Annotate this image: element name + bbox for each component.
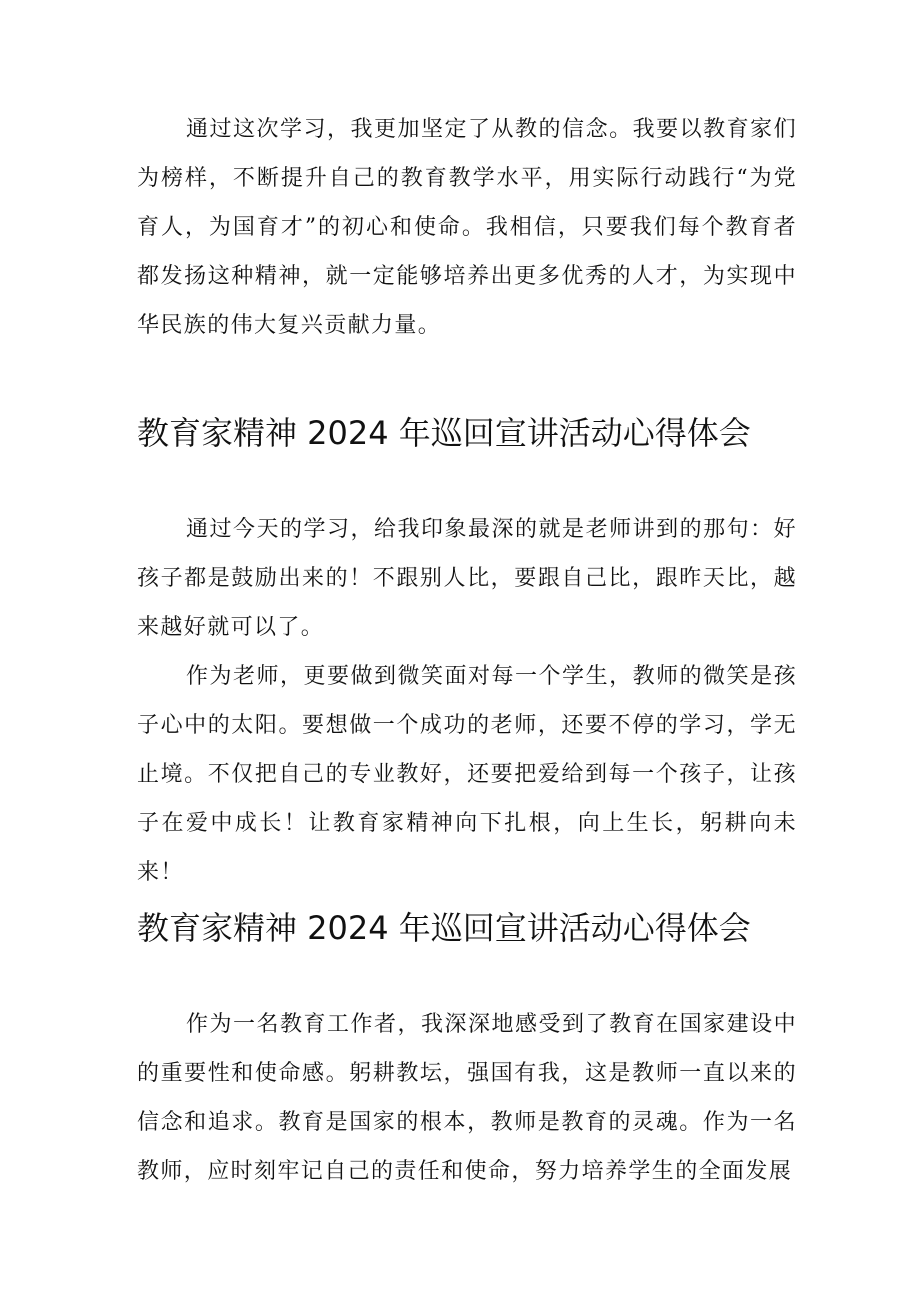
body-paragraph: 作为老师，更要做到微笑面对每一个学生，教师的微笑是孩子心中的太阳。要想做一个成功的老师，还要不停的学习，学无止境。不仅把自己的专业教好，还要把爱给到每一个孩子，让孩子在爱中成长！让教育家精神向下扎根，向上生长，躬耕向未来！ xyxy=(137,664,797,885)
body-paragraph: 作为一名教育工作者，我深深地感受到了教育在国家建设中的重要性和使命感。躬耕教坛，强国有我，这是教师一直以来的信念和追求。教育是国家的根本，教师是教育的灵魂。作为一名教师，应时刻牢记自己的责任和使命，努力培养学生的全面发展 xyxy=(137,1012,797,1184)
section-heading: 教育家精神 2024 年巡回宣讲活动心得体会 xyxy=(137,414,751,452)
body-paragraph: 通过今天的学习，给我印象最深的就是老师讲到的那句：好孩子都是鼓励出来的！不跟别人比，要跟自己比，跟昨天比，越来越好就可以了。 xyxy=(137,517,797,640)
body-paragraph: 通过这次学习，我更加坚定了从教的信念。我要以教育家们为榜样，不断提升自己的教育教学水平，用实际行动践行“为党育人，为国育才”的初心和使命。我相信，只要我们每个教育者都发扬这种精神，就一定能够培养出更多优秀的人才，为实现中华民族的伟大复兴贡献力量。 xyxy=(137,117,797,338)
section-heading: 教育家精神 2024 年巡回宣讲活动心得体会 xyxy=(137,909,751,947)
